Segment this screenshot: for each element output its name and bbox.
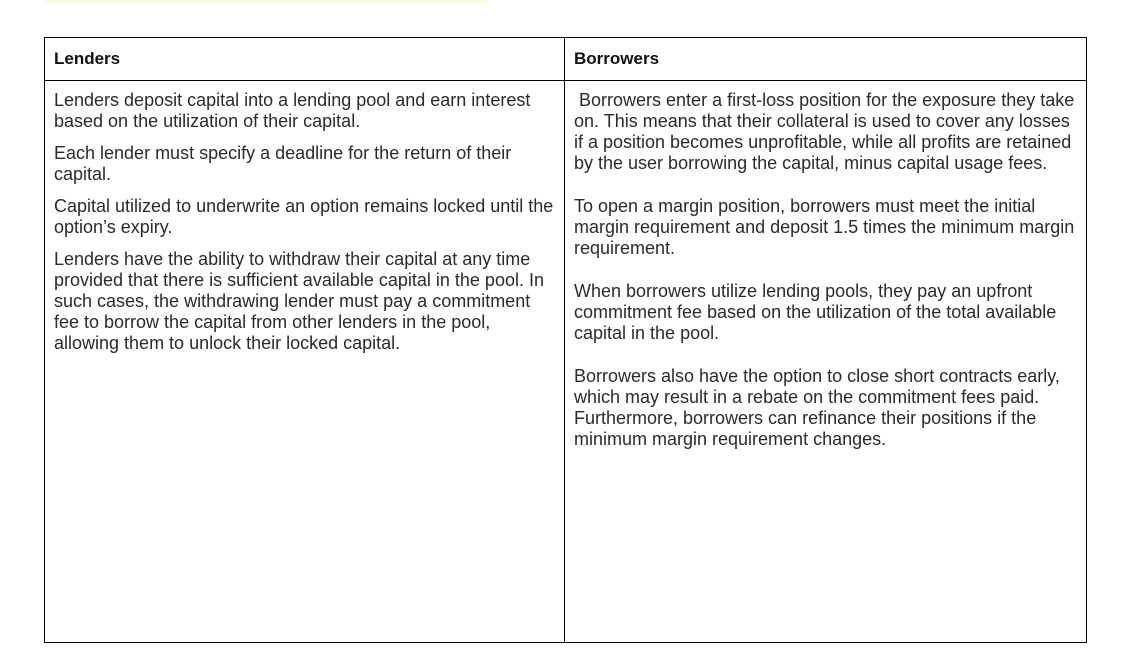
lenders-cell [45, 81, 565, 643]
borrowers-paragraph: Borrowers also have the option to close short contracts early, which may result in a rebate on the commitment fees paid. Furthermore, borrowers can refinance their positions if the minimum margin requirement changes. [574, 366, 1060, 449]
lenders-paragraph: Lenders have the ability to withdraw their capital at any time provided that there is sufficient available capital in the pool. In such cases, the withdrawing lender must pay a commitment fee to borrow the capital from other lenders in the pool, allowing them to unlock their locked capital. [54, 249, 544, 353]
lenders-borrowers-table [44, 37, 1087, 643]
lenders-paragraph: Lenders deposit capital into a lending pool and earn interest based on the utilization of their capital. [54, 90, 531, 131]
highlight-strip [44, 0, 488, 4]
table-header-row [45, 38, 1087, 81]
lenders-paragraph: Capital utilized to underwrite an option remains locked until the option’s expiry. [54, 196, 554, 237]
borrowers-header: Borrowers [565, 38, 1087, 81]
borrowers-paragraph: When borrowers utilize lending pools, they pay an upfront commitment fee based on the utilization of the total available capital in the pool. [574, 281, 1057, 343]
borrowers-cell [565, 81, 1087, 643]
borrowers-paragraph: To open a margin position, borrowers must meet the initial margin requirement and deposit 1.5 times the minimum margin requirement. [574, 196, 1075, 258]
table-row [45, 81, 1087, 643]
lenders-paragraph: Each lender must specify a deadline for the return of their capital. [54, 143, 512, 184]
borrowers-paragraph: Borrowers enter a first-loss position for the exposure they take on. This means that their collateral is used to cover any losses if a position becomes unprofitable, while all profits are retained by the user borrowing the capital, minus capital usage fees. [574, 90, 1080, 173]
lenders-header: Lenders [45, 38, 565, 81]
